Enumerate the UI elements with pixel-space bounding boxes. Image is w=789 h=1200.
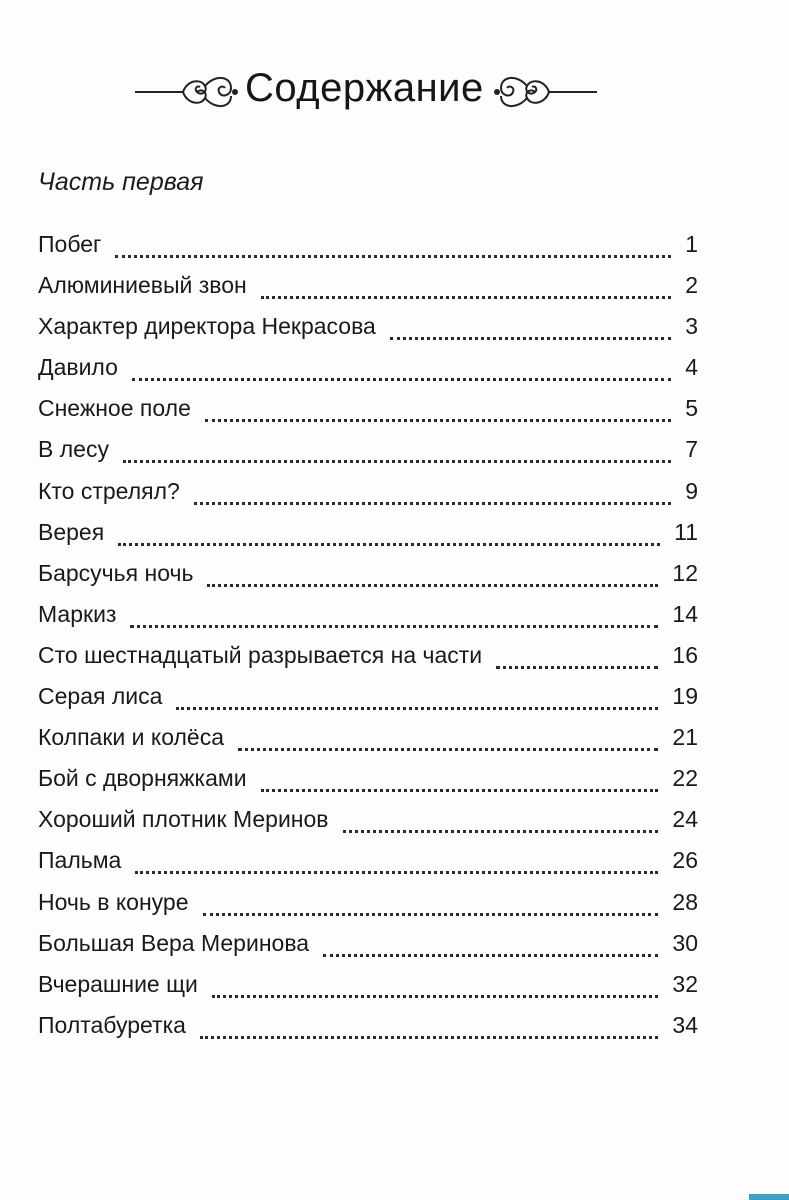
dot-leader bbox=[115, 252, 671, 258]
dot-leader bbox=[203, 910, 658, 916]
toc-entry-title: Верея bbox=[38, 518, 105, 545]
toc-entry-title: Полтабуретка bbox=[38, 1011, 186, 1038]
toc-entry-title: Побег bbox=[38, 231, 102, 257]
toc-entry-page: 28 bbox=[672, 888, 698, 915]
toc-entry-title: Вчерашние щи bbox=[38, 970, 198, 997]
toc-entry-page: 19 bbox=[672, 683, 698, 710]
toc-entry-page: 32 bbox=[672, 970, 698, 997]
toc-entry[interactable] bbox=[38, 923, 718, 964]
section-heading: Часть первая bbox=[38, 168, 204, 196]
toc-entry-title: Ночь в конуре bbox=[38, 888, 189, 915]
toc-entry-page: 1 bbox=[685, 231, 698, 257]
toc-entry-title: Алюминиевый звон bbox=[38, 272, 247, 299]
toc-entry[interactable] bbox=[38, 964, 718, 1005]
toc-entry-title: Бой с дворняжками bbox=[38, 765, 247, 792]
toc-entry-page: 7 bbox=[685, 436, 698, 463]
table-of-contents bbox=[38, 224, 718, 1046]
toc-entry[interactable] bbox=[38, 429, 718, 470]
scan-edge-marker bbox=[749, 1194, 789, 1200]
toc-entry-title: Характер директора Некрасова bbox=[38, 313, 376, 340]
dot-leader bbox=[390, 334, 671, 340]
toc-entry[interactable] bbox=[38, 758, 718, 799]
toc-entry[interactable] bbox=[38, 840, 718, 881]
toc-entry-page: 9 bbox=[685, 477, 698, 504]
toc-entry-title: Хороший плотник Меринов bbox=[38, 806, 329, 833]
dot-leader bbox=[132, 375, 671, 381]
toc-entry[interactable] bbox=[38, 635, 718, 676]
toc-entry-title: Колпаки и колёса bbox=[38, 724, 224, 751]
toc-entry[interactable] bbox=[38, 224, 718, 265]
toc-entry[interactable] bbox=[38, 265, 718, 306]
dot-leader bbox=[194, 499, 671, 505]
dot-leader bbox=[200, 1033, 658, 1039]
dot-leader bbox=[212, 992, 658, 998]
toc-entry[interactable] bbox=[38, 882, 718, 923]
toc-entry-page: 3 bbox=[685, 313, 698, 340]
toc-entry-page: 14 bbox=[672, 600, 698, 627]
toc-entry[interactable] bbox=[38, 306, 718, 347]
dot-leader bbox=[238, 745, 658, 751]
ornament-right-icon bbox=[492, 70, 597, 112]
toc-entry-title: Давило bbox=[38, 354, 118, 381]
dot-leader bbox=[123, 457, 671, 463]
toc-entry[interactable] bbox=[38, 347, 718, 388]
toc-entry[interactable] bbox=[38, 717, 718, 758]
dot-leader bbox=[176, 704, 658, 710]
toc-entry[interactable] bbox=[38, 512, 718, 553]
toc-entry-page: 11 bbox=[674, 518, 698, 545]
toc-entry-title: Маркиз bbox=[38, 600, 117, 627]
toc-entry[interactable] bbox=[38, 1005, 718, 1046]
dot-leader bbox=[261, 293, 671, 299]
toc-entry[interactable] bbox=[38, 553, 718, 594]
toc-entry-page: 21 bbox=[672, 724, 698, 751]
toc-entry-title: Кто стрелял? bbox=[38, 477, 180, 504]
toc-entry[interactable] bbox=[38, 676, 718, 717]
toc-entry[interactable] bbox=[38, 388, 718, 429]
toc-entry-page: 16 bbox=[672, 641, 698, 668]
toc-entry-page: 2 bbox=[685, 272, 698, 299]
dot-leader bbox=[343, 827, 658, 833]
toc-entry[interactable] bbox=[38, 799, 718, 840]
dot-leader bbox=[118, 540, 660, 546]
toc-entry-title: В лесу bbox=[38, 436, 109, 463]
toc-entry[interactable] bbox=[38, 471, 718, 512]
toc-entry-page: 30 bbox=[672, 929, 698, 956]
toc-entry-title: Пальма bbox=[38, 847, 122, 874]
page-header bbox=[0, 62, 789, 122]
dot-leader bbox=[135, 868, 658, 874]
toc-entry-title: Снежное поле bbox=[38, 395, 191, 422]
toc-entry-page: 5 bbox=[685, 395, 698, 422]
toc-entry-title: Барсучья ночь bbox=[38, 559, 194, 586]
toc-entry-title: Большая Вера Меринова bbox=[38, 929, 310, 956]
dot-leader bbox=[323, 951, 658, 957]
toc-entry-title: Сто шестнадцатый разрывается на части bbox=[38, 641, 483, 668]
dot-leader bbox=[207, 581, 658, 587]
toc-entry-page: 26 bbox=[672, 847, 698, 874]
dot-leader bbox=[261, 786, 658, 792]
toc-entry[interactable] bbox=[38, 594, 718, 635]
dot-leader bbox=[496, 663, 658, 669]
toc-entry-page: 4 bbox=[685, 354, 698, 381]
ornament-left-icon bbox=[135, 70, 240, 112]
page-title: Содержание bbox=[245, 66, 484, 110]
toc-entry-page: 12 bbox=[672, 559, 698, 586]
toc-entry-page: 22 bbox=[672, 765, 698, 792]
toc-entry-page: 34 bbox=[672, 1011, 698, 1038]
toc-entry-page: 24 bbox=[672, 806, 698, 833]
dot-leader bbox=[130, 622, 658, 628]
toc-entry-title: Серая лиса bbox=[38, 683, 163, 710]
dot-leader bbox=[205, 416, 671, 422]
